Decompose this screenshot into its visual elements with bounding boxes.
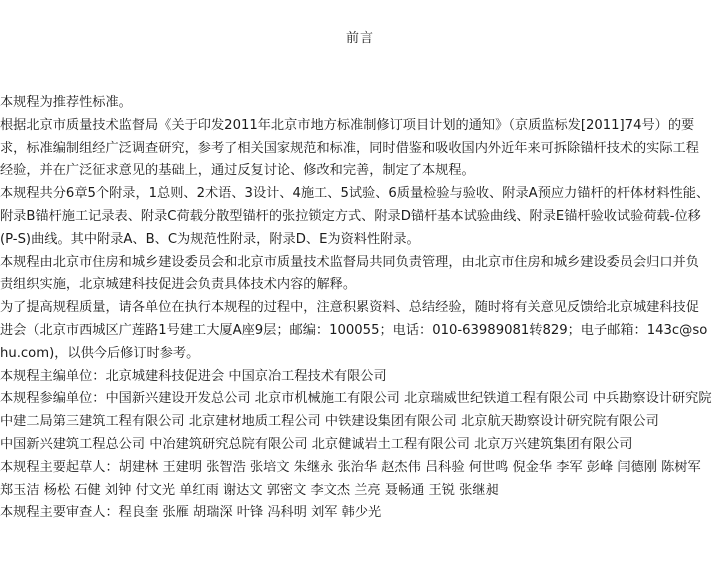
paragraph-standard-type: 本规程为推荐性标准。: [0, 95, 132, 110]
paragraph-management: 本规程由北京市住房和城乡建设委员会和北京市质量技术监督局共同负责管理，由北京市住房和城乡建设委员会归口并负责组织实施，北京城建科技促进会负责具体技术内容的解释。: [0, 254, 699, 293]
paragraph-participating-units-2: 中建二局第三建筑工程有限公司 北京建材地质工程公司 中铁建设集团有限公司 北京航天勘察设计研究院有限公司: [0, 414, 659, 430]
paragraph-drafters: 本规程主要起草人：胡建林 王建明 张智浩 张培文 朱继永 张治华 赵杰伟 吕科验 何世鸣 倪金华 李军 彭峰 闫德刚 陈树军 郑玉洁 杨松 石健 刘钟 付文光 单红雨 谢达文 郭密文 李文杰 兰亮 聂畅通 王锐 张继昶: [0, 459, 701, 498]
document-body: [0, 92, 712, 525]
paragraph-reviewers: 本规程主要审查人：程良奎 张雁 胡瑞深 叶锋 冯科明 刘军 韩少光: [0, 505, 382, 521]
paragraph-participating-units-3: 中国新兴建筑工程总公司 中冶建筑研究总院有限公司 北京健诚岩土工程有限公司 北京万兴建筑集团有限公司: [0, 436, 633, 452]
paragraph-participating-units: 本规程参编单位：中国新兴建设开发总公司 北京市机械施工有限公司 北京瑞威世纪铁道工程有限公司 中兵勘察设计研究院: [0, 391, 712, 407]
paragraph-contents: 本规程共分6章5个附录，1总则、2术语、3设计、4施工、5试验、6质量检验与验收、附录A预应力锚杆的杆体材料性能、附录B锚杆施工记录表、附录C荷载分散型锚杆的张拉锁定方式、附录D锚杆基本试验曲线、附录E锚杆验收试验荷载-位移(P-S)曲线。其中附录A、B、C为规范性附录，附录D、E为资料性附录。: [0, 186, 710, 247]
paragraph-basis: 根据北京市质量技术监督局《关于印发2011年北京市地方标准制修订项目计划的通知》（京质监标发[2011]74号）的要求，标准编制组经广泛调查研究，参考了相关国家规范和标准，同时借鉴和吸收国内外近年来可拆除锚杆技术的实际工程经验，并在广泛征求意见的基础上，通过反复讨论、修改和完善，制定了本规程。: [0, 117, 699, 179]
paragraph-chief-editors: 本规程主编单位：北京城建科技促进会 中国京冶工程技术有限公司: [0, 368, 387, 384]
paragraph-feedback: 为了提高规程质量，请各单位在执行本规程的过程中，注意积累资料、总结经验，随时将有关意见反馈给北京城建科技促进会（北京市西城区广莲路1号建工大厦A座9层；邮编：100055；电话：010-63989081转829；电子邮箱：143c@sohu.com)，以供今后修订时参考。: [0, 300, 708, 361]
page-title: 前言: [345, 31, 374, 46]
